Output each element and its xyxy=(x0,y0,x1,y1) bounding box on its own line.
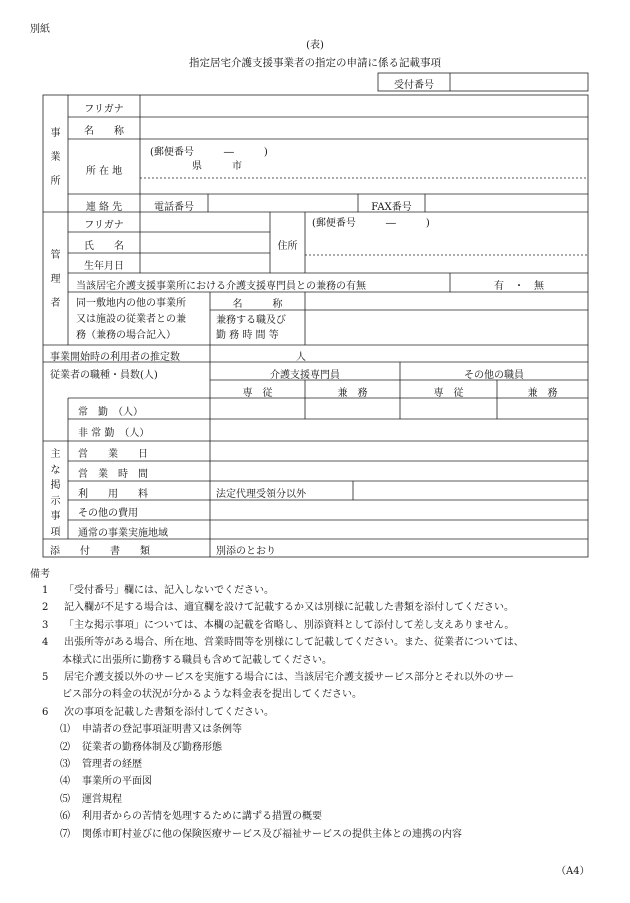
note-item: 4 出張所等がある場合、所在地、営業時間等を別様にして記載してください。また、従業者については、 xyxy=(42,637,524,649)
office-name-label: 名 称 xyxy=(84,126,124,137)
business-days-label: 営 業 日 xyxy=(78,449,148,460)
note-item: 3 「主な掲示事項」については、本欄の記載を省略し、別添資料として添付して差し支えありません。 xyxy=(42,619,515,631)
receipt-number-label: 受付番号 xyxy=(394,80,434,91)
office-address-field[interactable] xyxy=(141,140,587,193)
manager-address-label: 住所 xyxy=(277,241,298,252)
office-furigana-label: フリガナ xyxy=(84,104,124,115)
note-subitem: ⑵ 従業者の勤務体制及び勤務形態 xyxy=(60,741,222,753)
users-estimate-unit: 人 xyxy=(296,352,306,363)
manager-birthdate-label: 生年月日 xyxy=(84,261,124,272)
notes-list xyxy=(42,582,602,843)
service-area-label: 通常の事業実施地域 xyxy=(78,528,168,539)
office-fax-field[interactable] xyxy=(426,195,587,211)
manager-name-field[interactable] xyxy=(141,233,269,252)
fulltime-care-concurrent-field[interactable] xyxy=(306,399,399,418)
note-subitem: ⑴ 申請者の登記事項証明書又は条例等 xyxy=(60,724,242,736)
office-contact-label: 連 絡 先 xyxy=(85,202,123,213)
note-item: 5 居宅介護支援以外のサービスを実施する場合には、当該居宅介護支援サービス部分とそれ以外のサー xyxy=(42,672,514,684)
manager-address-field[interactable] xyxy=(306,213,587,272)
parttime-staff-field[interactable] xyxy=(211,420,587,440)
users-estimate-label: 事業開始時の利用者の推定数 xyxy=(50,352,180,363)
fulltime-other-concurrent-field[interactable] xyxy=(498,399,587,418)
note-subitem: ⑶ 管理者の経歴 xyxy=(60,759,142,771)
fee-label: 利 用 料 xyxy=(78,489,148,500)
other-job-label: 同一敷地内の他の事業所 又は施設の従業者との兼 務（兼務の場合記入） xyxy=(76,298,186,341)
table-label: (表) xyxy=(306,40,324,51)
service-area-field[interactable] xyxy=(211,521,587,538)
business-hours-field[interactable] xyxy=(211,462,587,480)
attachments-value: 別添のとおり xyxy=(216,546,276,557)
business-days-field[interactable] xyxy=(211,442,587,460)
staff-count-label: 従業者の職種・員数(人) xyxy=(50,370,158,381)
concurrent-duty-label: 当該居宅介護支援事業所における介護支援専門員との兼務の有無 xyxy=(76,281,366,292)
manager-name-label: 氏 名 xyxy=(84,241,124,252)
manager-birthdate-field[interactable] xyxy=(141,254,269,272)
note-item-continuation: 本様式に出張所に勤務する職員も含めて記載してください。 xyxy=(62,654,332,666)
office-phone-field[interactable] xyxy=(209,195,357,211)
fee-non-proxy-label: 法定代理受領分以外 xyxy=(216,489,306,500)
office-section-label: 事 業 所 xyxy=(50,128,61,187)
receipt-number-field[interactable] xyxy=(451,74,587,90)
attachments-label: 添 付 書 類 xyxy=(50,546,150,557)
attachment-label: 別紙 xyxy=(30,24,50,35)
parttime-row-label: 非 常 勤 （人） xyxy=(78,428,150,439)
office-address-label: 所 在 地 xyxy=(85,166,123,177)
office-postal-code: (郵便番号 ― ) xyxy=(150,147,268,158)
concurrent-duty-choice[interactable]: 有 ・ 無 xyxy=(494,281,544,292)
note-subitem: ⑹ 利用者からの苦情を処理するために講ずる措置の概要 xyxy=(60,811,322,823)
office-prefecture-city: 県 市 xyxy=(192,161,242,172)
note-subitem: ⑺ 関係市町村並びに他の保険医療サービス及び福祉サービスの提供主体との連携の内容 xyxy=(60,828,462,840)
notes-title: 備考 xyxy=(30,569,50,580)
other-job-name-field[interactable] xyxy=(306,293,587,309)
other-staff-concurrent-header: 兼 務 xyxy=(527,388,558,399)
note-subitem: ⑸ 運営規程 xyxy=(60,793,122,805)
manager-furigana-field[interactable] xyxy=(141,213,269,231)
note-item: 1 「受付番号」欄には、記入しないでください。 xyxy=(42,585,274,596)
office-fax-label: FAX番号 xyxy=(371,202,412,213)
notice-section-label: 主 な 掲 示 事 項 xyxy=(50,449,61,538)
other-job-name-label: 名 称 xyxy=(232,299,283,310)
fulltime-row-label: 常 勤 （人） xyxy=(78,407,143,418)
other-staff-dedicated-header: 専 従 xyxy=(433,388,464,399)
office-furigana-field[interactable] xyxy=(141,96,587,116)
note-subitem: ⑷ 事業所の平面図 xyxy=(60,776,152,788)
users-estimate-field[interactable] xyxy=(211,346,587,361)
manager-section-label: 管 理 者 xyxy=(50,250,61,309)
manager-postal-code: (郵便番号 ― ) xyxy=(312,218,430,229)
office-name-field[interactable] xyxy=(141,118,587,138)
business-hours-label: 営 業 時 間 xyxy=(78,469,148,480)
paper-size-label: （A4） xyxy=(556,866,590,877)
office-phone-label: 電話番号 xyxy=(154,202,194,213)
care-manager-header: 介護支援専門員 xyxy=(270,370,340,381)
note-item: 6 次の事項を記載した書類を添付してください。 xyxy=(42,706,274,718)
other-staff-header: その他の職員 xyxy=(464,370,524,381)
other-job-hours-label: 兼務する職及び 勤 務 時 間 等 xyxy=(216,315,286,341)
page-title: 指定居宅介護支援事業者の指定の申請に係る記載事項 xyxy=(189,57,441,69)
fulltime-care-dedicated-field[interactable] xyxy=(211,399,304,418)
other-job-hours-field[interactable] xyxy=(306,311,587,344)
fee-field[interactable] xyxy=(354,482,587,499)
note-item: 2 記入欄が不足する場合は、適宜欄を設けて記載するか又は別様に記載した書類を添付してください。 xyxy=(42,602,514,614)
note-item-continuation: ビス部分の料金の状況が分かるような料金表を提出してください。 xyxy=(62,689,362,701)
manager-furigana-label: フリガナ xyxy=(84,220,124,231)
other-costs-field[interactable] xyxy=(211,501,587,519)
other-costs-label: その他の費用 xyxy=(78,508,138,519)
care-manager-fulltime-dedicated-header: 専 従 xyxy=(242,388,273,399)
care-manager-concurrent-header: 兼 務 xyxy=(337,388,368,399)
fulltime-other-dedicated-field[interactable] xyxy=(401,399,496,418)
